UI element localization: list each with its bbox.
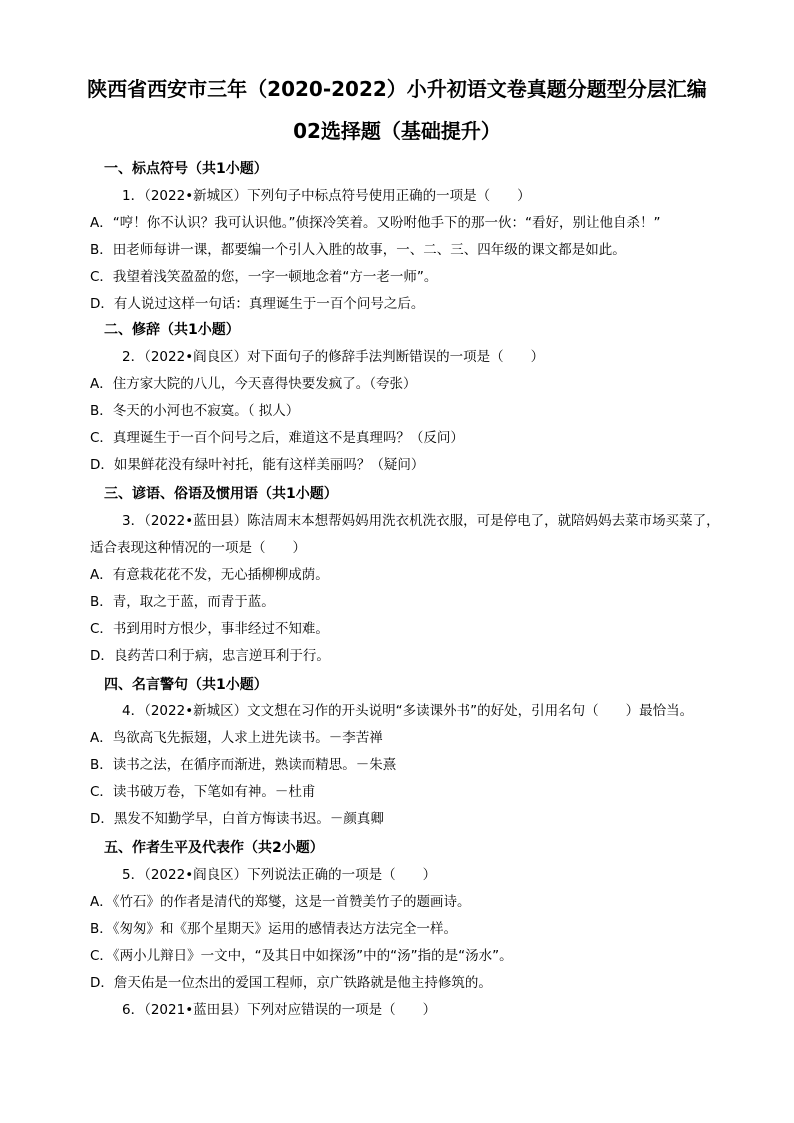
question-2-option-d: D．如果鲜花没有绿叶衬托，能有这样美丽吗？（疑问）: [90, 457, 425, 473]
question-1-option-a: A．“哼！你不认识？我可认识他。”侦探冷笑着。又吩咐他手下的那一伙：“看好，别让他自杀！”: [90, 215, 661, 231]
question-2: 2．（2022•阎良区）对下面句子的修辞手法判断错误的一项是（ ）: [122, 349, 545, 365]
document-title-line1: 陕西省西安市三年（2020-2022）小升初语文卷真题分题型分层汇编: [87, 77, 707, 101]
question-3-option-c: C．书到用时方恨少，事非经过不知难。: [90, 621, 329, 637]
section-heading-proverbs: 三、谚语、俗语及惯用语（共1小题）: [104, 486, 338, 502]
question-4-option-a: A．鸟欲高飞先振翅，人求上进先读书。－李苦禅: [90, 730, 383, 746]
question-5-option-d: D．詹天佑是一位杰出的爱国工程师，京广铁路就是他主持修筑的。: [90, 975, 492, 991]
question-2-option-a: A．住方家大院的八儿，今天喜得快要发疯了。（夸张）: [90, 376, 417, 392]
section-heading-authors: 五、作者生平及代表作（共2小题）: [104, 840, 324, 856]
question-4: 4．（2022•新城区）文文想在习作的开头说明“多读课外书”的好处，引用名句（ ）最恰当。: [122, 703, 694, 719]
question-1-option-d: D．有人说过这样一句话：真理诞生于一百个问号之后。: [90, 296, 425, 312]
question-3-option-a: A．有意栽花花不发，无心插柳柳成荫。: [90, 567, 329, 583]
question-1: 1．（2022•新城区）下列句子中标点符号使用正确的一项是（ ）: [122, 188, 531, 204]
question-6: 6．（2021•蓝田县）下列对应错误的一项是（ ）: [122, 1002, 437, 1018]
document-title-line2: 02选择题（基础提升）: [293, 119, 501, 143]
section-heading-rhetoric: 二、修辞（共1小题）: [104, 322, 240, 338]
question-3: 3．（2022•蓝田县）陈洁周末本想帮妈妈用洗衣机洗衣服，可是停电了，就陪妈妈去菜市场买菜了，: [122, 513, 720, 529]
question-4-option-c: C．读书破万卷，下笔如有神。－杜甫: [90, 784, 316, 800]
question-2-option-b: B．冬天的小河也不寂寞。（ 拟人）: [90, 403, 300, 419]
question-5-option-a: A．《竹石》的作者是清代的郑燮，这是一首赞美竹子的题画诗。: [90, 894, 471, 910]
section-heading-punctuation: 一、标点符号（共1小题）: [104, 161, 268, 177]
question-5-option-b: B．《匆匆》和《那个星期天》运用的感情表达方法完全一样。: [90, 921, 458, 937]
question-5-option-c: C．《两小儿辩日》一文中，“及其日中如探汤”中的“汤”指的是“汤水”。: [90, 948, 513, 964]
question-3-option-d: D．良药苦口利于病，忠言逆耳利于行。: [90, 648, 330, 664]
question-5: 5．（2022•阎良区）下列说法正确的一项是（ ）: [122, 867, 437, 883]
question-1-option-b: B．田老师每讲一课，都要编一个引人入胜的故事，一、二、三、四年级的课文都是如此。: [90, 242, 626, 258]
question-2-option-c: C．真理诞生于一百个问号之后，难道这不是真理吗？（反问）: [90, 430, 464, 446]
question-4-option-d: D．黑发不知勤学早，白首方悔读书迟。－颜真卿: [90, 811, 384, 827]
question-3-option-b: B．青，取之于蓝，而青于蓝。: [90, 594, 275, 610]
question-4-option-b: B．读书之法，在循序而渐进，熟读而精思。－朱熹: [90, 757, 397, 773]
question-3-continuation: 适合表现这种情况的一项是（ ）: [90, 540, 306, 556]
section-heading-quotes: 四、名言警句（共1小题）: [104, 677, 268, 693]
question-1-option-c: C．我望着浅笑盈盈的您，一字一顿地念着“方一老一师”。: [90, 269, 438, 285]
